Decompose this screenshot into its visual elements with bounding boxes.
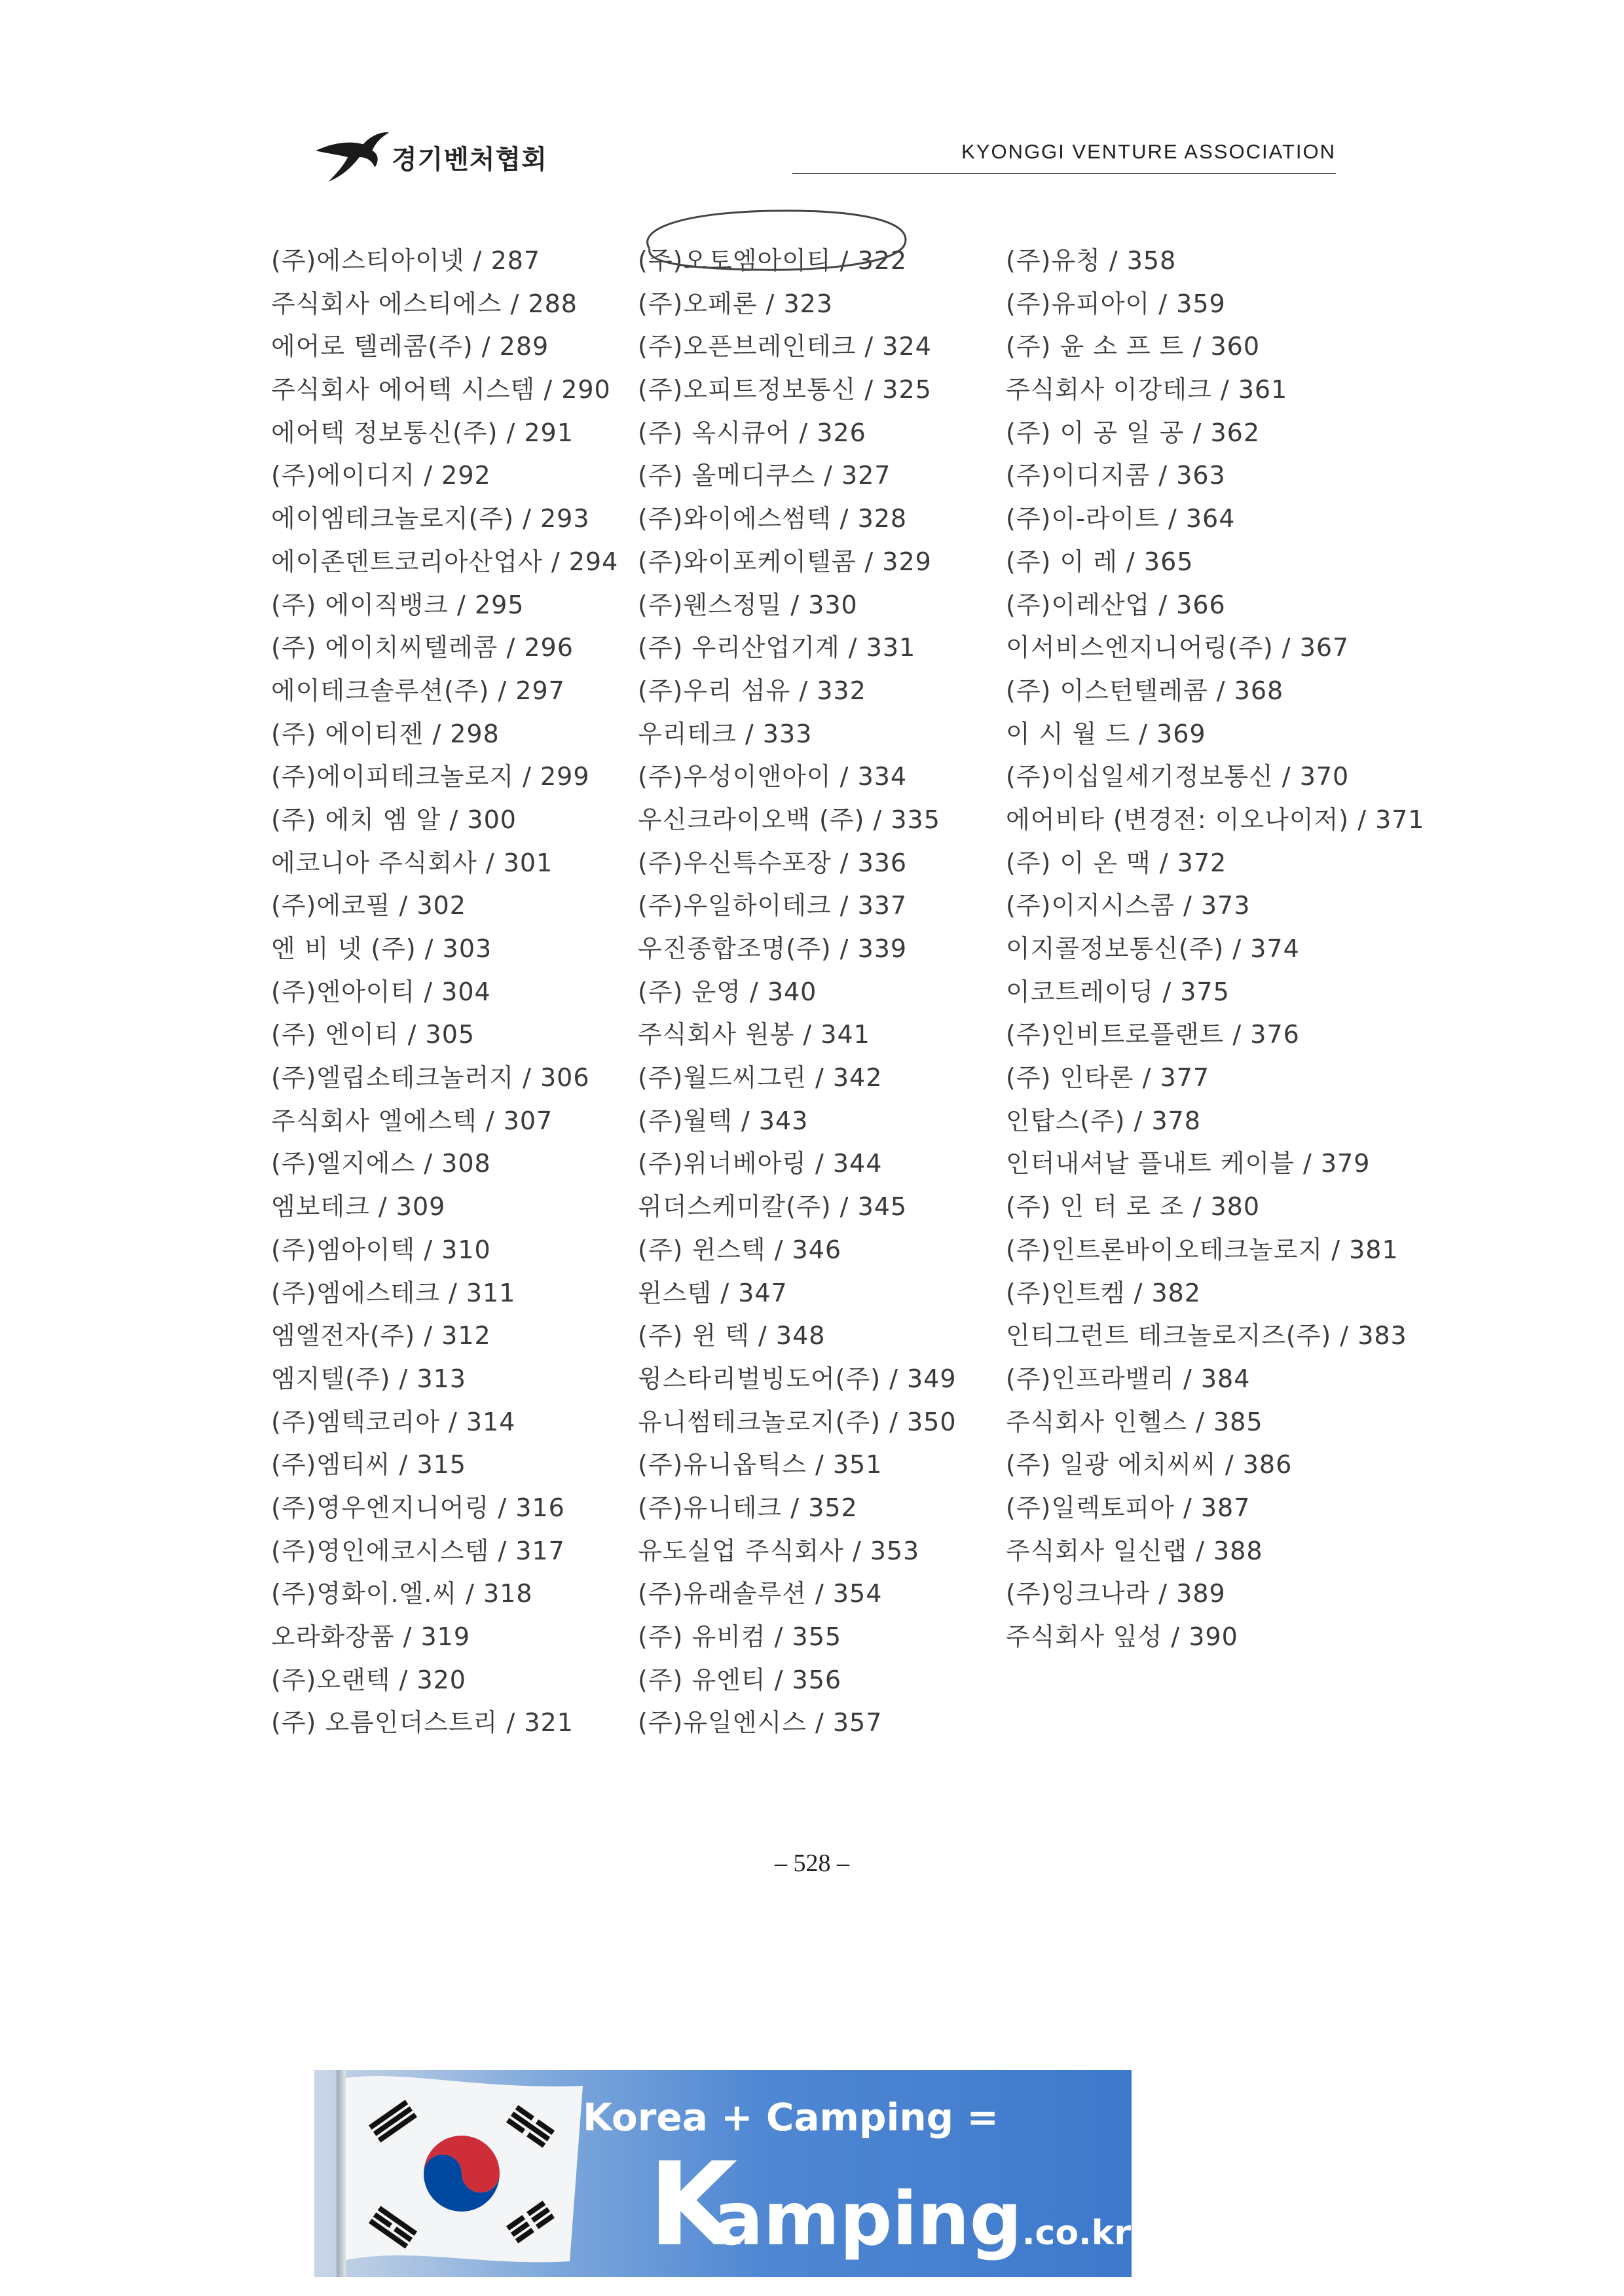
banner-brand-k: K [648,2138,738,2272]
company-entry: 주식회사 엘에스텍 / 307 [271,1106,553,1135]
company-entry: (주)유피아이 / 359 [1006,289,1226,318]
company-entry: (주)와이포케이텔콤 / 329 [638,547,932,576]
company-entry: (주)이지시스콤 / 373 [1006,891,1251,920]
company-entry: 주식회사 원봉 / 341 [638,1020,870,1049]
header-rule [792,173,1336,174]
company-entry: (주) 운영 / 340 [638,977,817,1006]
company-entry: 주식회사 일신랩 / 388 [1006,1536,1263,1565]
company-entry: (주)엠텍코리아 / 314 [271,1407,516,1436]
company-entry: (주) 우리산업기계 / 331 [638,633,916,663]
company-entry: 엠보테크 / 309 [271,1192,446,1222]
company-entry: (주)엠티씨 / 315 [271,1450,466,1480]
company-entry: 우진종합조명(주) / 339 [638,934,908,963]
company-entry: 이지콜정보통신(주) / 374 [1006,934,1300,963]
company-entry: 에어로 텔레콤(주) / 289 [271,332,549,361]
company-entry: (주)에스티아이넷 / 287 [271,246,541,275]
company-list-column-1 [271,240,618,1745]
company-entry: (주) 인타론 / 377 [1006,1063,1210,1093]
company-entry: 윙스타리벌빙도어(주) / 349 [638,1364,957,1393]
company-entry: 주식회사 이강테크 / 361 [1006,375,1288,405]
company-entry: (주)유래솔루션 / 354 [638,1579,883,1609]
company-entry: (주)와이에스썸텍 / 328 [638,504,908,534]
page-number: – 528 – [775,1850,849,1877]
company-entry: (주) 에치 엠 알 / 300 [271,805,517,834]
company-entry: 주식회사 에스티에스 / 288 [271,289,578,318]
company-entry: 우리테크 / 333 [638,719,813,748]
company-entry: (주)우성이앤아이 / 334 [638,762,908,792]
page-header [0,0,1624,196]
company-entry: 이 시 월 드 / 369 [1006,719,1206,748]
company-entry: (주)위너베아링 / 344 [638,1149,883,1178]
company-entry: (주) 에이직뱅크 / 295 [271,590,525,619]
company-entry: (주)인비트로플랜트 / 376 [1006,1020,1300,1049]
company-entry: 인탑스(주) / 378 [1006,1106,1201,1135]
company-entry: (주)유청 / 358 [1006,246,1177,275]
company-entry: (주)엘립소테크놀러지 / 306 [271,1063,590,1093]
company-entry: (주)오페론 / 323 [638,289,833,318]
company-entry: (주)오피트정보통신 / 325 [638,375,932,405]
company-entry: 우신크라이오백 (주) / 335 [638,805,940,834]
company-entry: (주) 인 터 로 조 / 380 [1006,1192,1260,1222]
company-entry: 에어텍 정보통신(주) / 291 [271,418,574,447]
company-entry: (주)일렉토피아 / 387 [1006,1493,1251,1522]
company-entry: 주식회사 에어텍 시스템 / 290 [271,375,611,405]
company-entry: 주식회사 잎성 / 390 [1006,1622,1238,1651]
company-entry: (주)우일하이테크 / 337 [638,891,908,920]
company-entry: (주) 윈스텍 / 346 [638,1235,842,1264]
company-entry: (주) 유비컴 / 355 [638,1622,842,1651]
company-entry: 이서비스엔지니어링(주) / 367 [1006,633,1350,663]
company-entry: (주)에이피테크놀로지 / 299 [271,762,590,792]
company-entry: (주) 유엔티 / 356 [638,1665,842,1694]
logo-text: 경기벤처협회 [392,144,547,175]
company-entry: (주)에코필 / 302 [271,891,466,920]
association-logo [313,131,547,183]
company-entry: (주) 이 레 / 365 [1006,547,1194,576]
company-entry: 에코니아 주식회사 / 301 [271,848,553,877]
swallow-logo-icon [313,131,390,183]
company-entry: 유니썸테크놀로지(주) / 350 [638,1407,957,1436]
company-entry: 오라화장품 / 319 [271,1622,471,1651]
company-entry: (주)인프라밸리 / 384 [1006,1364,1251,1393]
company-entry: 위더스케미칼(주) / 345 [638,1192,908,1222]
association-name: KYONGGI VENTURE ASSOCIATION [961,140,1336,163]
company-entry: (주)오토엠아이티 / 322 [638,246,908,275]
company-entry: (주)우신특수포장 / 336 [638,848,908,877]
company-entry: (주) 오름인더스트리 / 321 [271,1708,574,1738]
company-entry: (주) 일광 에치씨씨 / 386 [1006,1450,1293,1480]
company-entry: 윈스템 / 347 [638,1278,788,1307]
company-entry: 인터내셔날 플내트 케이블 / 379 [1006,1149,1371,1178]
company-entry: (주) 이 공 일 공 / 362 [1006,418,1260,447]
company-entry: (주)이십일세기정보통신 / 370 [1006,762,1350,792]
company-entry: (주)영우엔지니어링 / 316 [271,1493,565,1522]
company-entry: 에이존덴트코리아산업사 / 294 [271,547,619,576]
company-entry: (주)유니테크 / 352 [638,1493,858,1522]
company-entry: (주) 이스턴텔레콤 / 368 [1006,676,1284,705]
company-list-column-3 [1006,240,1425,1659]
company-entry: (주)오랜텍 / 320 [271,1665,466,1694]
company-entry: 에어비타 (변경전: 이오나이저) / 371 [1006,805,1425,834]
company-entry: 주식회사 인헬스 / 385 [1006,1407,1263,1436]
company-entry: (주)월드씨그린 / 342 [638,1063,883,1093]
company-entry: 유도실업 주식회사 / 353 [638,1536,920,1565]
company-entry: (주)월텍 / 343 [638,1106,809,1135]
company-entry: (주)엠에스테크 / 311 [271,1278,516,1307]
company-entry: 엔 비 넷 (주) / 303 [271,934,492,963]
company-entry: 에이엠테크놀로지(주) / 293 [271,504,590,534]
company-entry: (주)이-라이트 / 364 [1006,504,1236,534]
company-entry: 인티그런트 테크놀로지즈(주) / 383 [1006,1321,1407,1351]
company-entry: (주)영화이.엘.씨 / 318 [271,1579,533,1609]
company-entry: (주)인트론바이오테크놀로지 / 381 [1006,1235,1399,1264]
company-entry: (주) 이 온 맥 / 372 [1006,848,1227,877]
company-list-column-2 [638,240,957,1745]
company-entry: (주)에이디지 / 292 [271,461,491,490]
company-entry: (주)이레산업 / 366 [1006,590,1226,619]
company-entry: (주)유니옵틱스 / 351 [638,1450,883,1480]
company-entry: (주) 올메디쿠스 / 327 [638,461,891,490]
banner-tagline: Korea + Camping = [583,2095,999,2140]
company-entry: (주) 윈 텍 / 348 [638,1321,826,1351]
company-entry: (주)이디지콤 / 363 [1006,461,1226,490]
banner-brand-name [714,2177,1132,2270]
company-entry: (주)엘지에스 / 308 [271,1149,491,1178]
company-entry: (주) 윤 소 프 트 / 360 [1006,332,1260,361]
company-entry: (주)웬스정밀 / 330 [638,590,858,619]
company-entry: (주)유일엔시스 / 357 [638,1708,883,1738]
company-entry: (주)엔아이티 / 304 [271,977,491,1006]
company-entry: (주) 에이치씨텔레콤 / 296 [271,633,574,663]
company-entry: (주) 엔이티 / 305 [271,1020,475,1049]
company-entry: (주)우리 섬유 / 332 [638,676,866,705]
kamping-banner[interactable] [314,2070,1132,2277]
banner-domain-suffix: .co.kr [1022,2214,1132,2253]
company-entry: 에이테크솔루션(주) / 297 [271,676,565,705]
company-entry: (주)엠아이텍 / 310 [271,1235,491,1264]
company-entry: 엠지텔(주) / 313 [271,1364,466,1393]
banner-brand-amping: amping [714,2177,1022,2262]
company-entry: (주)잉크나라 / 389 [1006,1579,1226,1609]
company-entry: (주)오픈브레인테크 / 324 [638,332,932,361]
korean-flag-icon [314,2070,596,2277]
company-entry: (주)인트켐 / 382 [1006,1278,1201,1307]
company-entry: 엠엘전자(주) / 312 [271,1321,491,1351]
company-entry: (주) 에이티젠 / 298 [271,719,500,748]
company-entry: (주) 옥시큐어 / 326 [638,418,866,447]
company-entry: 이코트레이딩 / 375 [1006,977,1230,1006]
company-entry: (주)영인에코시스템 / 317 [271,1536,565,1565]
